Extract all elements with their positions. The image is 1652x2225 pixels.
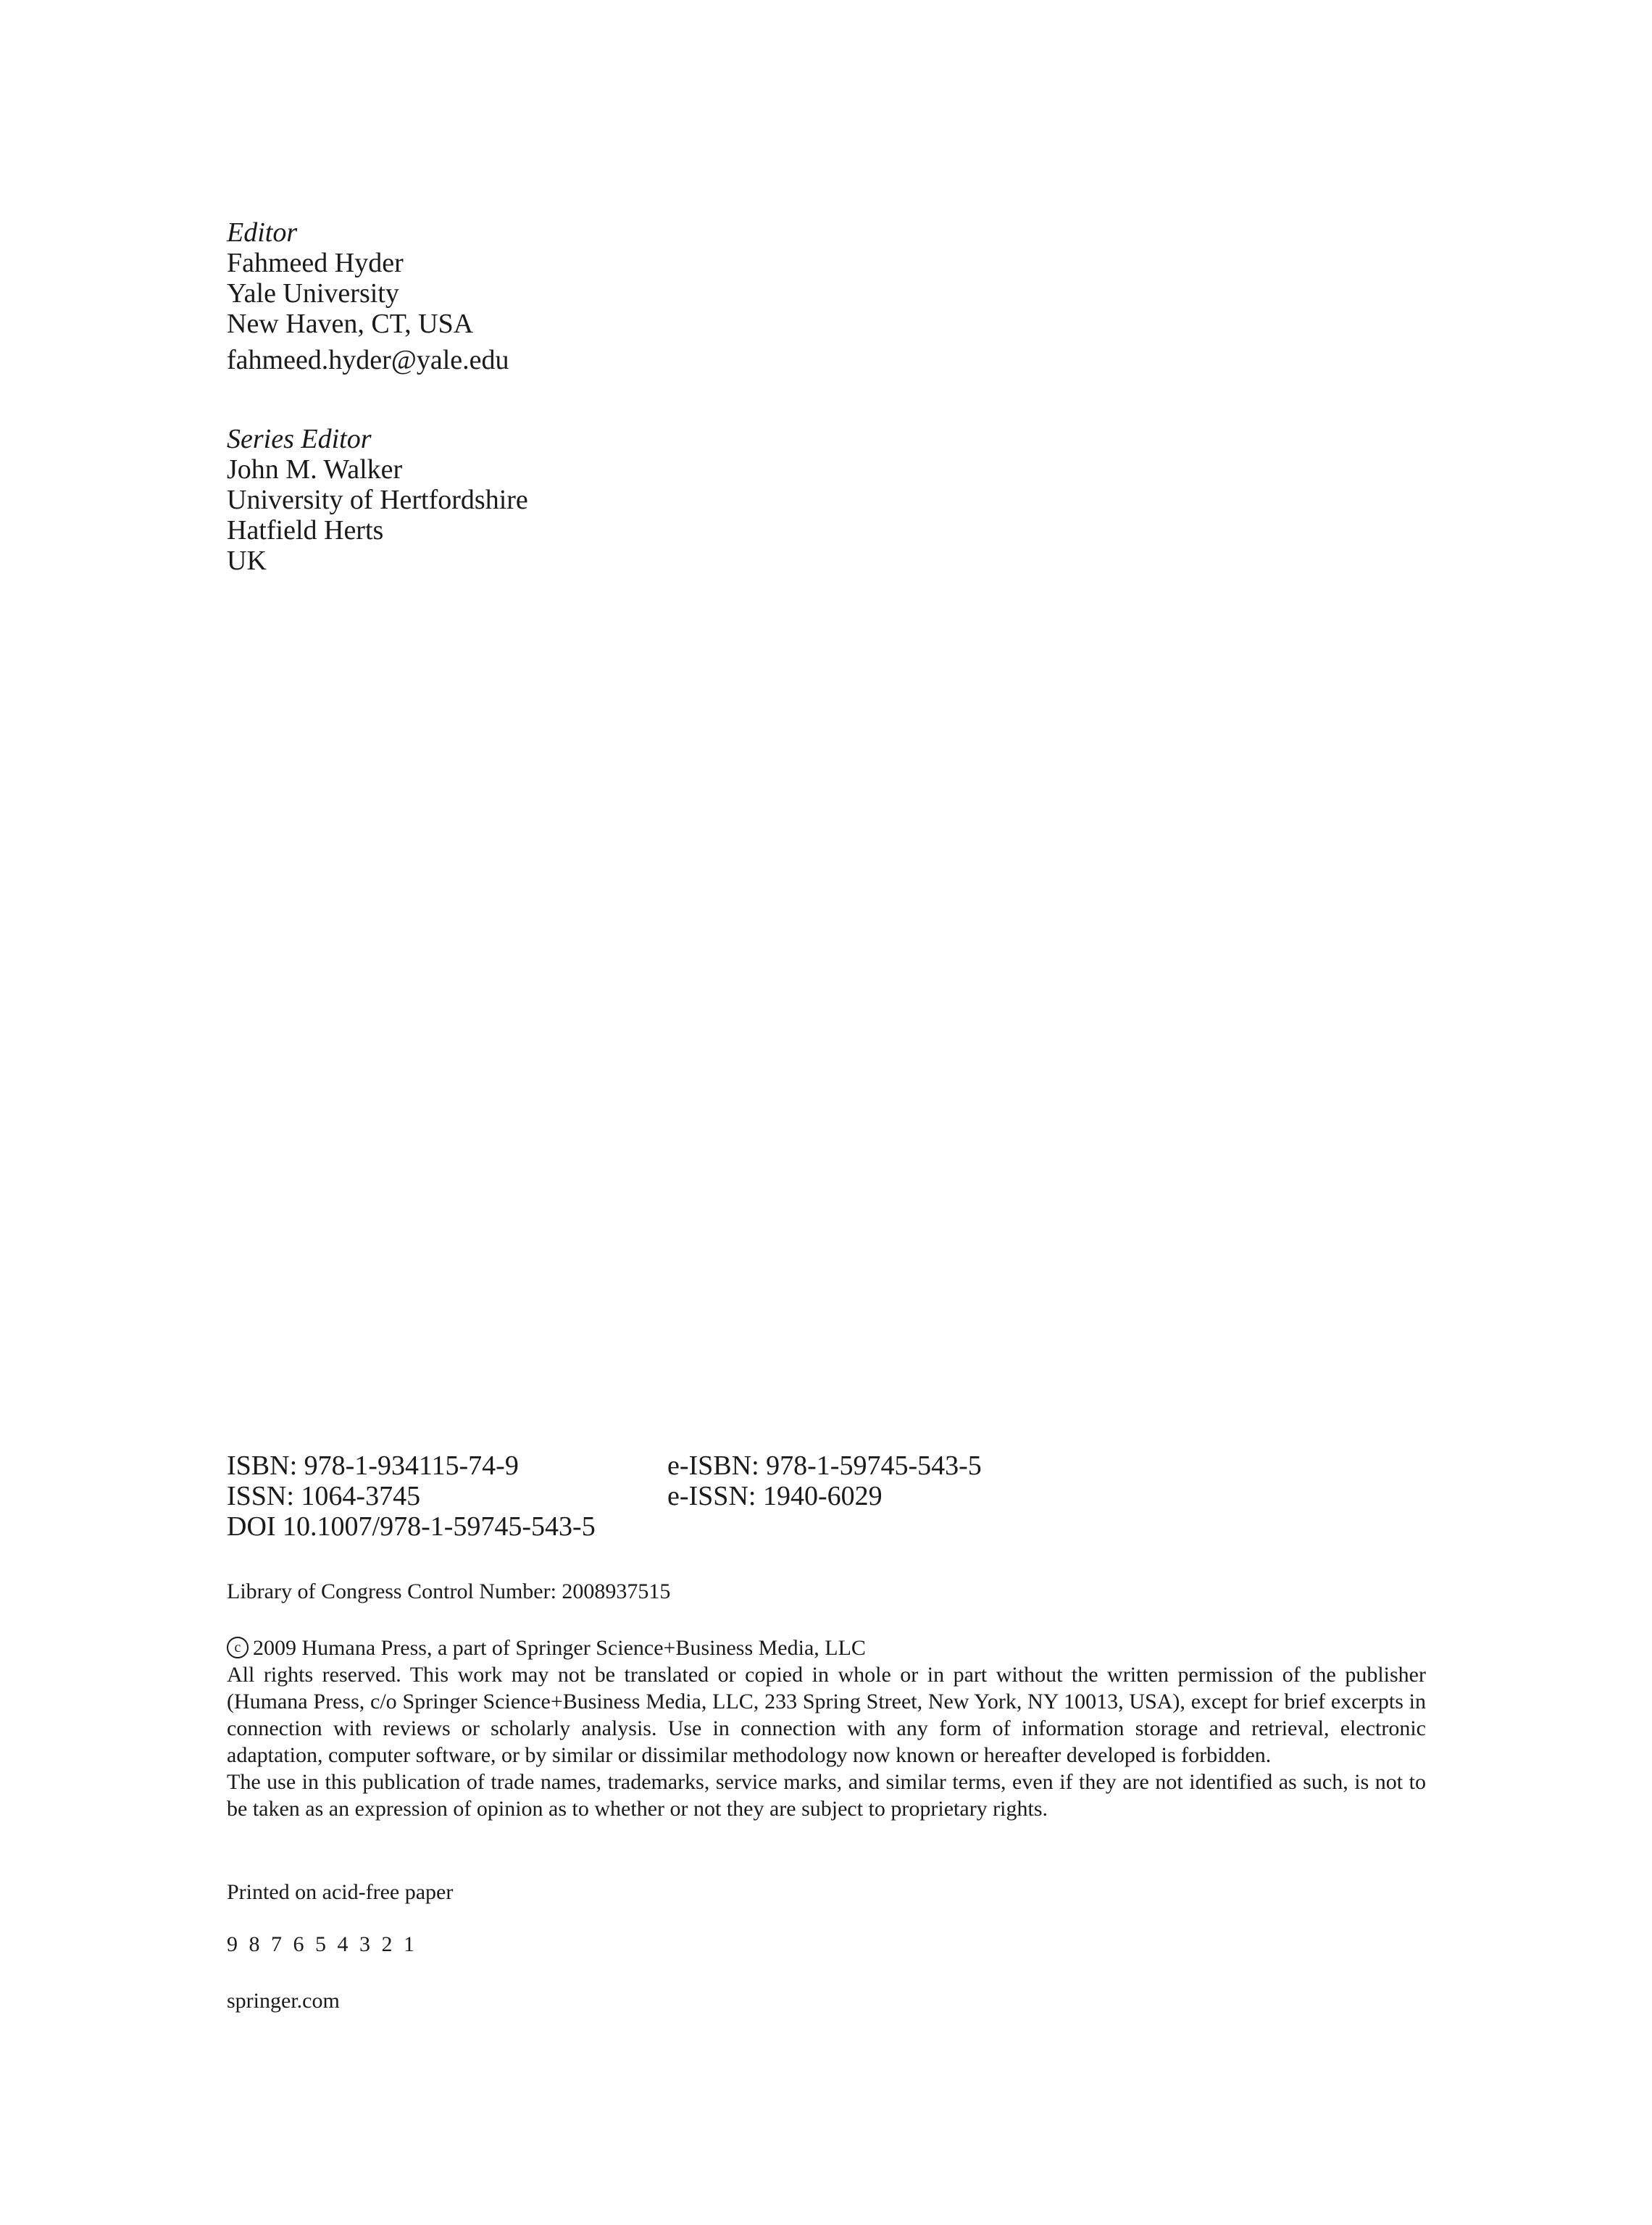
isbn-row	[227, 1450, 982, 1481]
series-editor-block	[227, 424, 528, 576]
series-editor-location: Hatfield Herts	[227, 515, 384, 546]
editor-affiliation: Yale University	[227, 278, 399, 309]
editor-name: Fahmeed Hyder	[227, 248, 404, 278]
series-editor-affiliation: University of Hertfordshire	[227, 485, 528, 515]
loc-control-number: Library of Congress Control Number: 2008937515	[227, 1579, 671, 1603]
series-editor-role: Series Editor	[227, 424, 372, 454]
doi: DOI 10.1007/978-1-59745-543-5	[227, 1511, 596, 1542]
printed-on: Printed on acid-free paper	[227, 1880, 454, 1904]
series-editor-country: UK	[227, 546, 267, 576]
eisbn: e-ISBN: 978-1-59745-543-5	[667, 1450, 982, 1481]
editor-email[interactable]: fahmeed.hyder@yale.edu	[227, 345, 509, 375]
issn-row	[227, 1481, 982, 1511]
isbn: ISBN: 978-1-934115-74-9	[227, 1450, 519, 1481]
series-editor-name: John M. Walker	[227, 454, 403, 485]
eissn: e-ISSN: 1940-6029	[667, 1481, 883, 1511]
website[interactable]: springer.com	[227, 1989, 340, 2013]
copyright-text: 2009 Humana Press, a part of Springer Science+Business Media, LLC	[253, 1636, 866, 1660]
editor-location: New Haven, CT, USA	[227, 309, 474, 339]
trademark-statement: The use in this publication of trade names, trademarks, service marks, and similar terms, even if they are not identified as such, is not to be taken as an expression of opinion as to whether or not they are subject to proprietary rights.	[227, 1770, 1426, 1821]
editor-block	[227, 217, 509, 375]
issn: ISSN: 1064-3745	[227, 1481, 421, 1511]
copyright-block	[227, 1635, 1426, 1822]
editor-role: Editor	[227, 217, 298, 248]
copyright-icon: c	[227, 1637, 249, 1658]
print-line: 9 8 7 6 5 4 3 2 1	[227, 1932, 417, 1956]
identifiers-block	[227, 1450, 982, 1542]
copyright-line	[227, 1635, 1426, 1661]
rights-statement: All rights reserved. This work may not be translated or copied in whole or in part without the written permission of the publisher (Humana Press, c/o Springer Science+Business Media, LLC, 233 Spring Street, New York, NY 10013, USA), except for brief excerpts in connection with reviews or scholarly analysis. Use in connection with any form of information storage and retrieval, electronic adaptation, computer software, or by similar or dissimilar methodology now known or hereafter developed is forbidden.	[227, 1663, 1426, 1767]
